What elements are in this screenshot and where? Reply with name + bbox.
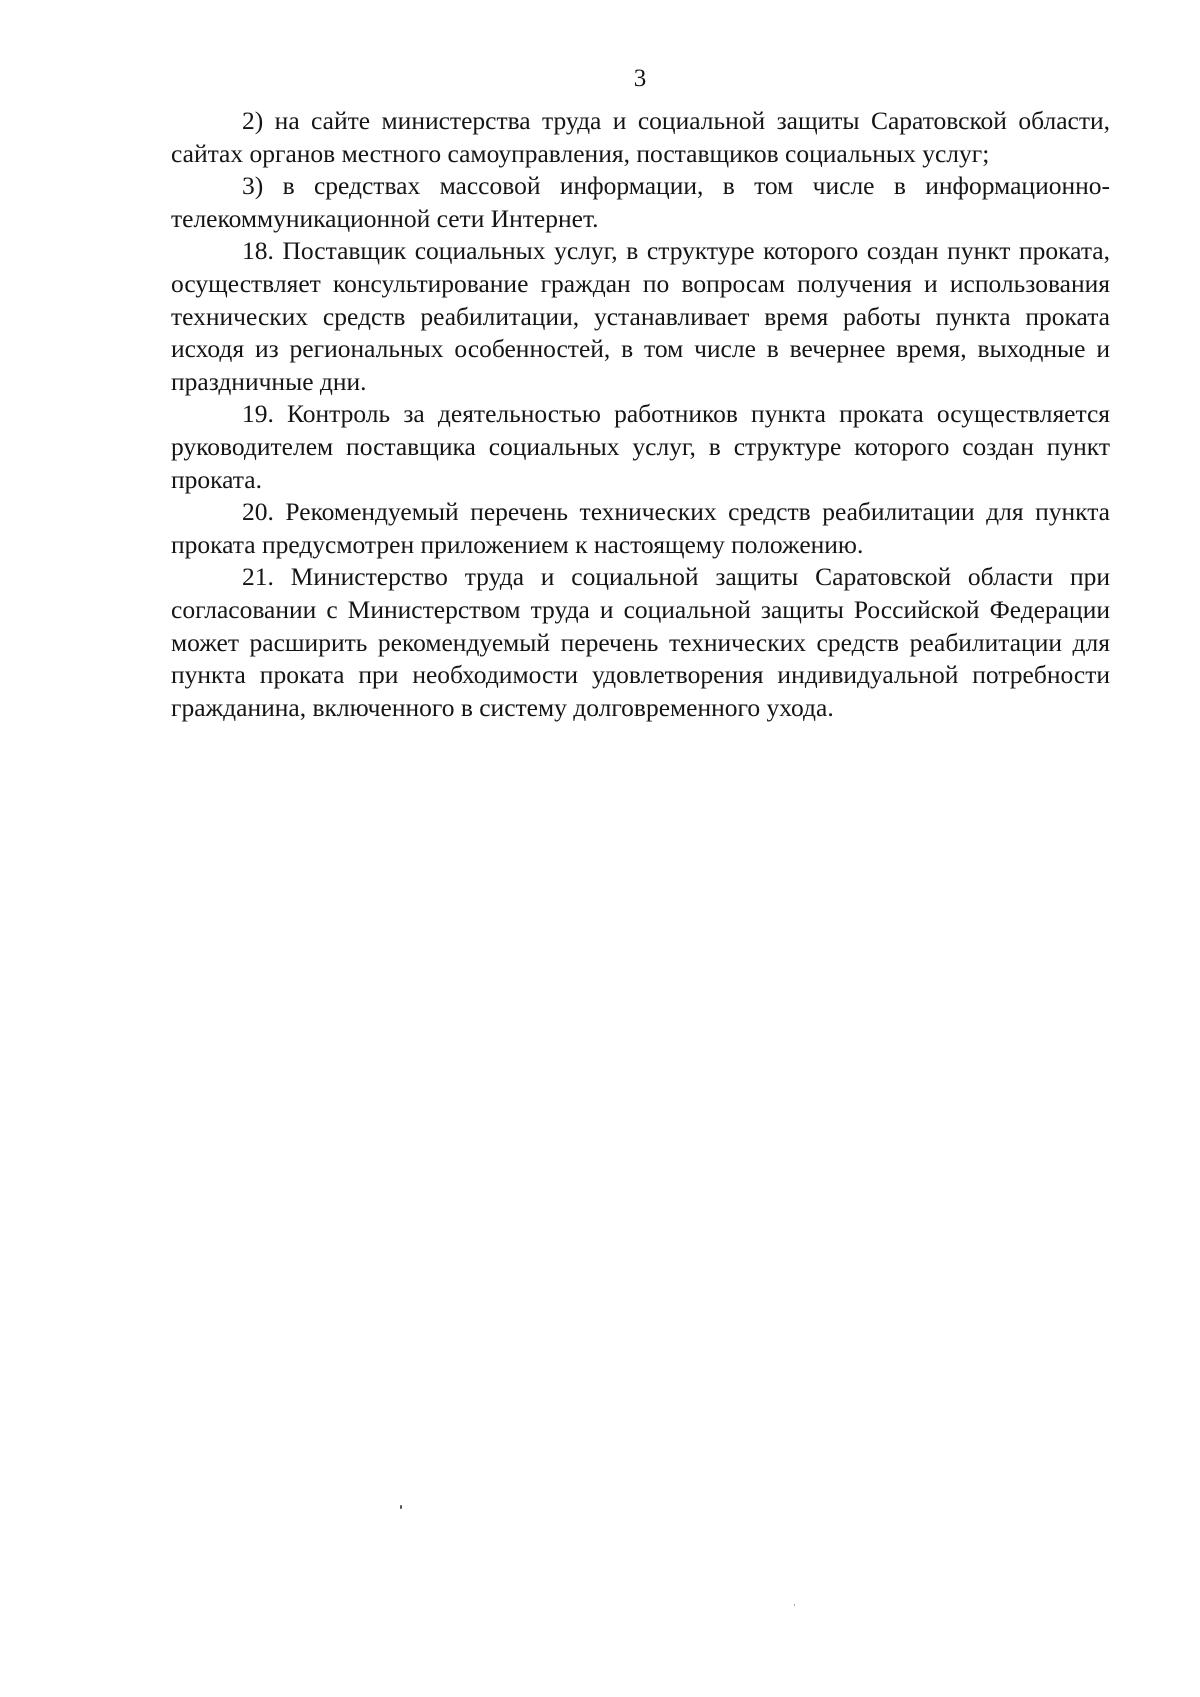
paragraph-19: 19. Контроль за деятельностью работников пункта проката осуществляется руководителем поставщика социальных услуг, в структуре которого создан пункт проката.	[171, 399, 1110, 494]
paragraph-18: 18. Поставщик социальных услуг, в структуре которого создан пункт проката, осуществляет консультирование граждан по вопросам получения и использования технических средств реабилитации, устанавливает время работы пункта проката исходя из региональных особенностей, в том числе в вечернее время, выходные и праздничные дни.	[171, 236, 1110, 396]
document-body	[171, 105, 1110, 724]
paragraph-item-2: 2) на сайте министерства труда и социальной защиты Саратовской области, сайтах органов местного самоуправления, поставщиков социальных услуг;	[171, 106, 1110, 168]
paragraph-21: 21. Министерство труда и социальной защиты Саратовской области при согласовании с Министерством труда и социальной защиты Российской Федерации может расширить рекомендуемый перечень технических средств реабилитации для пункта проката при необходимости удовлетворения индивидуальной потребности гражданина, включенного в систему долговременного ухода.	[171, 562, 1110, 722]
page-number: 3	[633, 65, 647, 92]
scan-speck	[400, 1505, 402, 1509]
paragraph-20: 20. Рекомендуемый перечень технических средств реабилитации для пункта проката предусмотрен приложением к настоящему положению.	[171, 497, 1110, 559]
paragraph-item-3: 3) в средствах массовой информации, в том числе в информационно-телекоммуникационной сети Интернет.	[171, 171, 1110, 233]
scan-speck	[794, 1604, 795, 1606]
